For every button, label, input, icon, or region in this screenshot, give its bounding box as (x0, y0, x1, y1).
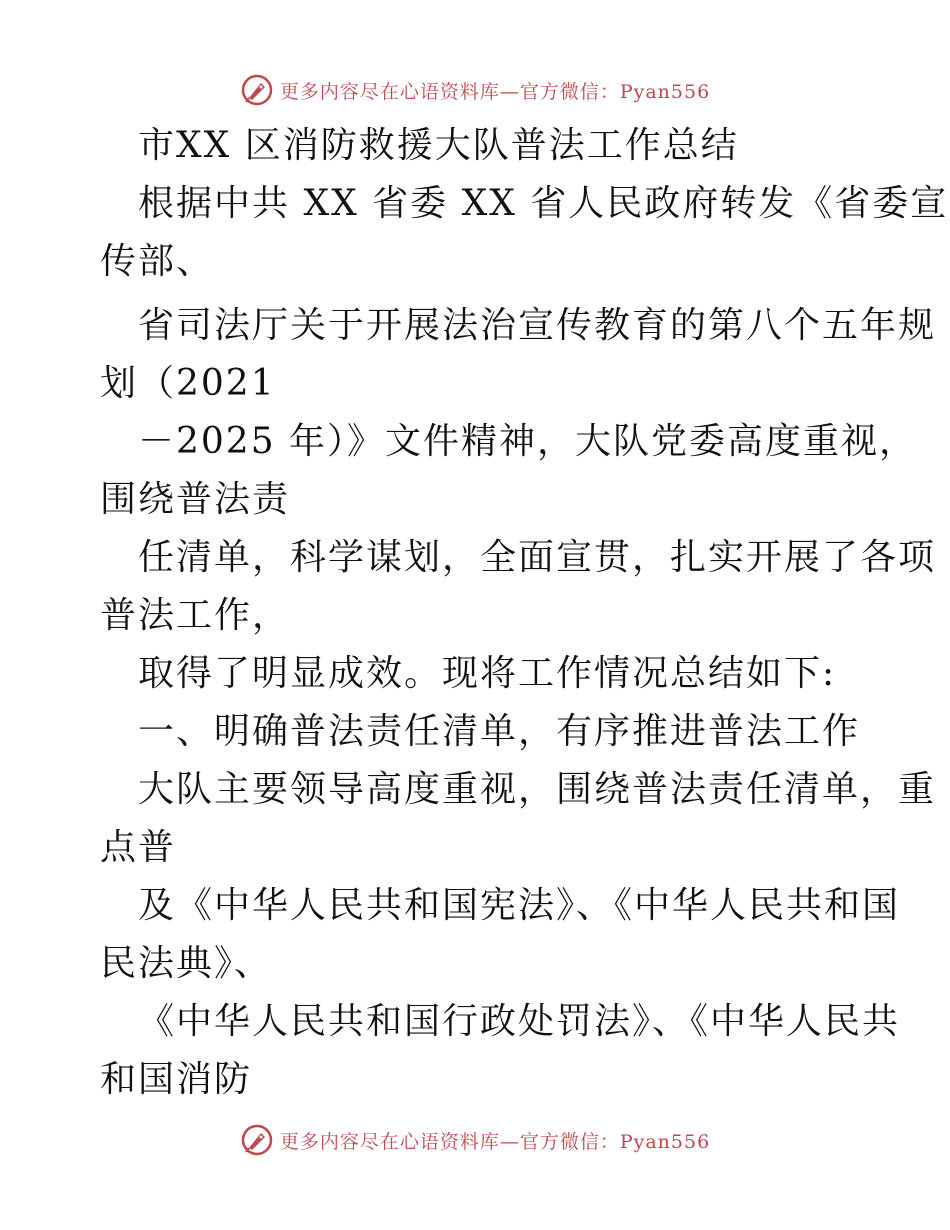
header-watermark (0, 70, 950, 110)
watermark-text: 更多内容尽在心语资料库—官方微信：Pyan556 (279, 1130, 711, 1153)
paragraph-line: 民法典》、 (100, 943, 273, 984)
paragraph-line: 点普 (100, 827, 177, 868)
paragraph-line: 取得了明显成效。现将工作情况总结如下: (138, 653, 837, 694)
paragraph-line: 和国消防 (100, 1059, 253, 1100)
paragraph-line: 《中华人民共和国行政处罚法》、《中华人民共 (138, 1001, 901, 1042)
pen-nib-logo-icon (240, 73, 274, 107)
paragraph-line: 根据中共 XX 省委 XX 省人民政府转发《省委宣 (138, 183, 949, 224)
paragraph-line: 及《中华人民共和国宪法》、《中华人民共和国 (138, 885, 901, 926)
paragraph-line: 省司法厅关于开展法治宣传教育的第八个五年规 (138, 305, 937, 346)
watermark-text: 更多内容尽在心语资料库—官方微信：Pyan556 (279, 80, 711, 103)
pen-nib-logo-icon (240, 1123, 274, 1157)
paragraph-line: 围绕普法责 (100, 479, 291, 520)
document-title: 市XX 区消防救援大队普法工作总结 (138, 125, 739, 166)
paragraph-line: 传部、 (100, 241, 215, 282)
paragraph-line: －2025 年）》文件精神，大队党委高度重视， (138, 421, 918, 462)
footer-watermark (0, 1120, 950, 1160)
paragraph-line: 普法工作， (100, 595, 291, 636)
paragraph-line: 划（2021 (100, 363, 276, 404)
paragraph-line: 大队主要领导高度重视，围绕普法责任清单，重 (138, 769, 937, 810)
paragraph-line: 任清单，科学谋划，全面宣贯，扎实开展了各项 (138, 537, 937, 578)
section-heading: 一、明确普法责任清单，有序推进普法工作 (138, 711, 861, 752)
